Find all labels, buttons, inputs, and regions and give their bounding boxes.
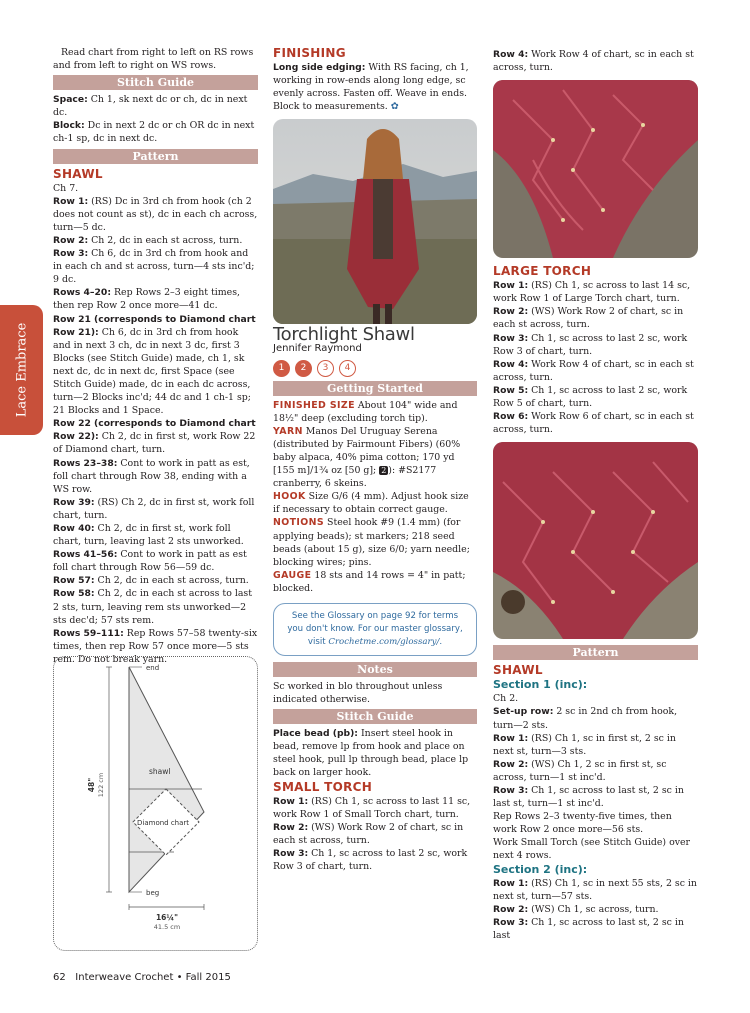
- row-instruction: Rows 41–56: Cont to work in patt as est foll chart through Row 56—59 dc.: [53, 549, 247, 574]
- yarn-info: YARN Manos Del Uruguay Serena (distributed by Fairmount Fibers) (60% baby alpaca, 40% pima cotton; 170 yd [155 m]/1¾ oz [50 g]; 2 ): #S2177 cranberry, 6 skeins.: [273, 425, 461, 490]
- section-1-rows: [493, 732, 698, 811]
- footer-bullet: •: [176, 972, 183, 983]
- notes-heading: Notes: [273, 662, 477, 677]
- schematic-height-in: 48": [87, 777, 96, 793]
- section-1-repeat: Rep Rows 2–3 twenty-five times, then work Row 2 once more—56 sts.: [493, 811, 672, 836]
- chain-start: Ch 7.: [53, 182, 79, 194]
- row-instruction: Rows 23–38: Cont to work in patt as est, foll chart through Row 38, ending with a WS row.: [53, 457, 250, 495]
- row-instruction: Row 3: Ch 6, dc in 3rd ch from hook and in each ch and st across, turn—4 sts inc'd; 9 dc.: [53, 248, 255, 286]
- pattern-heading: Pattern: [53, 149, 258, 164]
- shawl-heading: SHAWL: [53, 166, 103, 181]
- yarn-weight-icon: 2: [381, 466, 387, 476]
- getting-started-heading: Getting Started: [273, 381, 477, 396]
- glossary-line-3: visit Crochetme.com/glossary/.: [307, 636, 443, 647]
- finished-size: FINISHED SIZE About 104" wide and 18½" deep (excluding torch tip).: [273, 399, 458, 424]
- row-instruction: Row 3: Ch 1, sc across to last 2 sc, work Row 3 of chart, turn.: [493, 332, 688, 357]
- section-tab: [0, 305, 43, 435]
- row-instruction: Row 2: (WS) Work Row 2 of chart, sc in each st across, turn.: [493, 306, 684, 331]
- schematic-end-label: end: [146, 664, 160, 672]
- small-torch-photo: [493, 80, 698, 258]
- section-2-heading: Section 2 (inc):: [493, 862, 588, 876]
- pattern-title: Torchlight Shawl: [273, 324, 415, 346]
- schematic-width-cm: 41.5 cm: [153, 923, 181, 931]
- small-torch-rows: [273, 795, 477, 874]
- row-instruction: Row 3: Ch 1, sc across to last st, 2 sc in last st, turn—1 st inc'd.: [493, 784, 684, 810]
- row-instruction: Row 58: Ch 2, dc in each st across to last 2 sts, turn, leaving rem sts unworked—2 sts dec'd; 57 sts rem.: [53, 588, 252, 626]
- schematic-shape: [129, 667, 204, 892]
- small-torch-row4: Row 4: Work Row 4 of chart, sc in each st across, turn.: [493, 49, 694, 74]
- notes-text: Sc worked in blo throughout unless indicated otherwise.: [273, 680, 443, 706]
- pattern-heading-2: Pattern: [493, 645, 698, 660]
- glossary-link[interactable]: Crochetme.com/glossary/.: [328, 636, 443, 647]
- glossary-callout: [273, 603, 477, 656]
- row-instruction: Row 1: (RS) Dc in 3rd ch from hook (ch 2 does not count as st), dc in each ch across, turn—5 dc.: [53, 195, 258, 233]
- section-1-small-torch: Work Small Torch (see Stitch Guide) over next 4 rows.: [493, 837, 691, 862]
- shawl-heading-2: SHAWL: [493, 663, 543, 678]
- section-2-rows: [493, 877, 698, 942]
- large-torch-photo: [493, 442, 698, 639]
- skill-level-3: 3: [317, 360, 334, 377]
- place-bead-definition: Place bead (pb): Insert steel hook in bead, remove lp from hook and place on steel hook, pull lp through bead, place lp back on larger hook.: [273, 728, 469, 779]
- shawl-schematic: [53, 656, 258, 951]
- row-instruction: Row 39: (RS) Ch 2, dc in first st, work foll chart, turn.: [53, 496, 255, 521]
- schematic-diamond-label: Diamond chart: [137, 819, 190, 827]
- row-instruction: Row 1: (RS) Ch 1, sc in next 55 sts, 2 sc in next st, turn—57 sts.: [493, 877, 697, 902]
- section-1-chain: Ch 2.: [493, 693, 519, 705]
- glossary-line-2: you don't know. For our master glossary,: [287, 623, 463, 634]
- model-photo-image: [273, 119, 477, 324]
- schematic-shawl-label: shawl: [149, 767, 171, 776]
- chart-reading-intro: Read chart from right to left on RS rows and from left to right on WS rows.: [53, 47, 254, 72]
- row-instruction: Row 2: Ch 2, dc in each st across, turn.: [53, 234, 243, 246]
- column-middle: [273, 46, 477, 873]
- skill-level-4: 4: [339, 360, 356, 377]
- row-instruction: Row 3: Ch 1, sc across to last 2 sc, work Row 3 of chart, turn.: [273, 847, 468, 872]
- issue-name: Fall 2015: [185, 972, 231, 983]
- shawl-rows: [53, 195, 258, 666]
- model-photo: [273, 119, 477, 324]
- large-torch-photo-image: [493, 442, 698, 639]
- long-side-edging: Long side edging: With RS facing, ch 1, working in row-ends along long edge, sc evenly across. Fasten off. Weave in ends. Block to measurements. ✿: [273, 62, 469, 113]
- row-instruction: Row 40: Ch 2, dc in first st, work foll chart, turn, leaving last 2 sts unworked.: [53, 523, 244, 548]
- skill-levels: [273, 360, 477, 377]
- row-instruction: Row 57: Ch 2, dc in each st across, turn.: [53, 575, 249, 587]
- space-definition: Space: Ch 1, sk next dc or ch, dc in next dc.: [53, 94, 248, 119]
- large-torch-heading: LARGE TORCH: [493, 264, 592, 279]
- page-number: 62: [53, 972, 66, 983]
- column-left: [53, 46, 258, 666]
- row-instruction: Row 3: Ch 1, sc across to last st, 2 sc in last: [493, 916, 684, 941]
- row-instruction: Row 1: (RS) Ch 1, sc in first st, 2 sc in next st, turn—3 sts.: [493, 732, 676, 757]
- schematic-beg-label: beg: [146, 889, 160, 897]
- finishing-heading: FINISHING: [273, 46, 346, 60]
- row-instruction: Row 5: Ch 1, sc across to last 2 sc, work Row 5 of chart, turn.: [493, 384, 688, 410]
- row-instruction: Row 4: Work Row 4 of chart, sc in each st across, turn.: [493, 358, 694, 383]
- row-instruction: Rows 4–20: Rep Rows 2–3 eight times, then rep Row 2 once more—41 dc.: [53, 287, 241, 312]
- schematic-width-in: 16¼": [155, 913, 179, 922]
- setup-row: Set-up row: 2 sc in 2nd ch from hook, turn—2 sts.: [493, 706, 678, 731]
- hook-info: HOOK Size G/6 (4 mm). Adjust hook size if necessary to obtain correct gauge.: [273, 491, 469, 516]
- row-instruction: Row 2: (WS) Ch 1, 2 sc in first st, sc across, turn—1 st inc'd.: [493, 758, 667, 783]
- schematic-drawing: [54, 657, 257, 950]
- gauge-info: GAUGE 18 sts and 14 rows = 4" in patt; blocked.: [273, 569, 466, 594]
- block-definition: Block: Dc in next 2 dc or ch OR dc in next ch-1 sp, dc in next dc.: [53, 120, 255, 145]
- column-right: [493, 46, 698, 942]
- skill-level-1: 1: [273, 360, 290, 377]
- page-footer: [53, 972, 231, 983]
- small-torch-photo-image: [493, 80, 698, 258]
- row-instruction: Row 2: (WS) Ch 1, sc across, turn.: [493, 903, 659, 915]
- row-instruction: Row 21 (corresponds to Diamond chart Row 21): Ch 6, dc in 3rd ch from hook and in next 3 ch, dc in next 3 dc, first 3 Blocks (see Stitch Guide) made, ch 1, sk next dc, dc in next dc, first Space (see Stitch Guide) made, dc in each dc across, turn—2 Blocks inc'd; 44 dc and 1 ch-1 sp; 21 Blocks and 1 Space.: [53, 313, 256, 417]
- row-instruction: Row 2: (WS) Work Row 2 of chart, sc in each st across, turn.: [273, 821, 464, 846]
- section-1-heading: Section 1 (inc):: [493, 678, 588, 692]
- designer-name: Jennifer Raymond: [273, 343, 362, 355]
- small-torch-heading: SMALL TORCH: [273, 779, 373, 794]
- stitch-guide-heading: Stitch Guide: [53, 75, 258, 90]
- glossary-line-1: See the Glossary on page 92 for terms: [291, 610, 459, 621]
- row-instruction: Row 22 (corresponds to Diamond chart Row 22): Ch 2, dc in first st, work Row 22 of Diamond chart, turn.: [53, 418, 256, 456]
- row-instruction: Row 1: (RS) Ch 1, sc across to last 14 sc, work Row 1 of Large Torch chart, turn.: [493, 280, 691, 305]
- section-tab-label: Lace Embrace: [14, 322, 29, 418]
- schematic-height-cm: 122 cm: [97, 772, 105, 798]
- notions-info: NOTIONS Steel hook #9 (1.4 mm) (for applying beads); st markers; 218 seed beads (about 15 g), size 6/0; yarn needle; blocking wires; pins.: [273, 517, 470, 568]
- row-instruction: Rows 59–111: Rep Rows 57–58 twenty-six times, then rep Row 57 once more—5 sts rem. Do not break yarn.: [53, 627, 258, 665]
- stitch-guide-heading-2: Stitch Guide: [273, 709, 477, 724]
- magazine-name: Interweave Crochet: [75, 972, 174, 983]
- row-instruction: Row 6: Work Row 6 of chart, sc in each st across, turn.: [493, 411, 694, 436]
- end-flower-icon: ✿: [390, 101, 399, 113]
- row-instruction: Row 1: (RS) Ch 1, sc across to last 11 sc, work Row 1 of Small Torch chart, turn.: [273, 795, 471, 820]
- large-torch-rows: [493, 279, 698, 436]
- skill-level-2: 2: [295, 360, 312, 377]
